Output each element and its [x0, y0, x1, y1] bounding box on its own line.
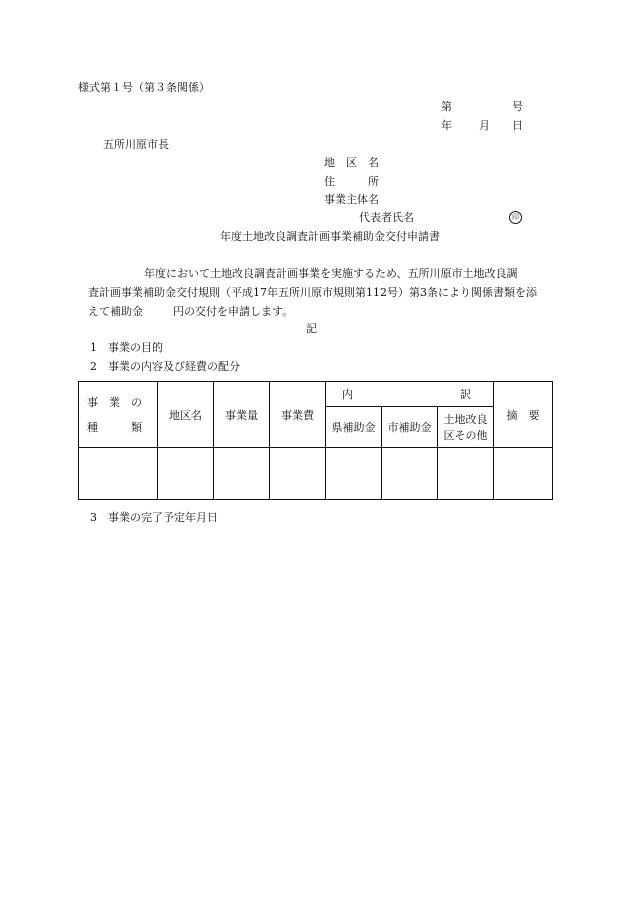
doc-number-suffix: 号	[512, 100, 523, 113]
cell-other[interactable]	[438, 448, 494, 500]
representative-label: 代表者氏名	[359, 211, 414, 224]
header-district: 地区名	[158, 382, 214, 448]
header-project-type: 事 業 の 種 類	[79, 382, 158, 448]
body-line-3a: えて補助金	[88, 305, 143, 318]
date-year: 年	[441, 119, 452, 132]
header-quantity: 事業量	[214, 382, 270, 448]
item-1: 1 事業の目的	[90, 341, 163, 354]
cell-pref-subsidy[interactable]	[326, 448, 382, 500]
body-line-1: 年度において土地改良調査計画事業を実施するため、五所川原市土地改良調	[144, 267, 518, 280]
cell-quantity[interactable]	[214, 448, 270, 500]
addressee: 五所川原市長	[103, 138, 169, 151]
header-pref-subsidy: 県補助金	[326, 407, 382, 448]
ki-heading: 記	[306, 322, 317, 335]
cell-city-subsidy[interactable]	[382, 448, 438, 500]
document-title: 年度土地改良調査計画事業補助金交付申請書	[220, 230, 440, 243]
header-breakdown: 内 訳	[326, 382, 494, 407]
entity-label: 事業主体名	[324, 193, 379, 206]
header-city-subsidy: 市補助金	[382, 407, 438, 448]
doc-number-prefix: 第	[441, 100, 452, 113]
header-other: 土地改良 区その他	[438, 407, 494, 448]
cell-remarks[interactable]	[494, 448, 553, 500]
body-line-3	[88, 302, 558, 321]
cell-cost[interactable]	[270, 448, 326, 500]
body-line-3b: 円の交付を申請します。	[173, 305, 294, 318]
header-remarks: 摘 要	[494, 382, 553, 448]
cell-district[interactable]	[158, 448, 214, 500]
district-label: 地 区 名	[324, 156, 379, 169]
item-3: 3 事業の完了予定年月日	[90, 511, 218, 524]
header-cost: 事業費	[270, 382, 326, 448]
form-number: 様式第１号（第３条関係）	[78, 81, 210, 94]
address-label: 住 所	[324, 175, 379, 188]
expense-table	[78, 381, 553, 500]
date-day: 日	[512, 119, 523, 132]
item-2: 2 事業の内容及び経費の配分	[90, 360, 240, 373]
date-month: 月	[479, 119, 490, 132]
cell-type[interactable]	[79, 448, 158, 500]
seal-mark: 印	[509, 211, 522, 224]
table-row	[79, 448, 553, 500]
body-paragraph	[88, 264, 558, 321]
body-line-2: 査計画事業補助金交付規則（平成17年五所川原市規則第112号）第3条により関係書類を添	[88, 286, 537, 299]
